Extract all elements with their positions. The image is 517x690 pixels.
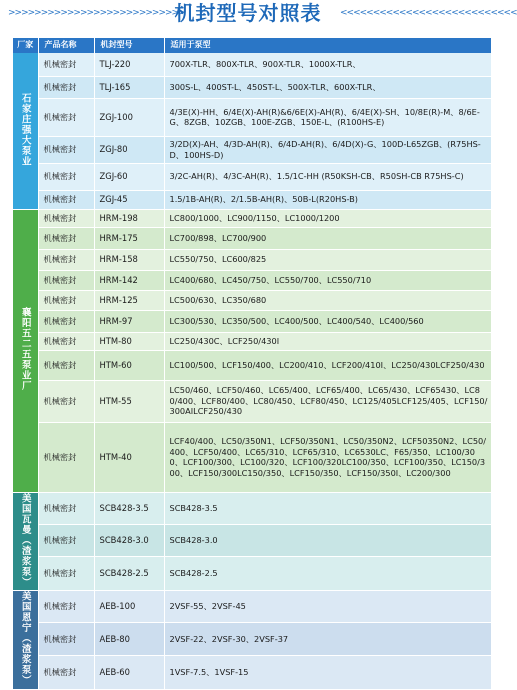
applicable-pump-cell: LC500/630、LC350/680 (164, 290, 491, 310)
applicable-pump-cell: SCB428-3.0 (164, 524, 491, 556)
table-row (13, 249, 491, 270)
product-name-cell: 机械密封 (38, 556, 94, 590)
seal-model-cell: AEB-100 (94, 591, 164, 623)
product-name-cell: 机械密封 (38, 591, 94, 623)
product-name-cell: 机械密封 (38, 290, 94, 310)
seal-model-cell: HRM-142 (94, 270, 164, 290)
seal-model-cell: HTM-55 (94, 380, 164, 422)
seal-model-cell: HTM-40 (94, 422, 164, 492)
header-seal-model: 机封型号 (94, 38, 164, 53)
product-name-cell: 机械密封 (38, 53, 94, 76)
product-name-cell: 机械密封 (38, 350, 94, 380)
seal-model-cell: ZGJ-45 (94, 190, 164, 209)
table-row (13, 492, 491, 524)
table-row (13, 380, 491, 422)
applicable-pump-cell: LC250/430C、LCF250/430I (164, 332, 491, 350)
seal-model-cell: SCB428-2.5 (94, 556, 164, 590)
table-row (13, 350, 491, 380)
table-row (13, 190, 491, 209)
seal-model-cell: TLJ-220 (94, 53, 164, 76)
product-name-cell: 机械密封 (38, 622, 94, 655)
maker-cell (13, 53, 38, 209)
product-name-cell: 机械密封 (38, 76, 94, 98)
header-product-name: 产品名称 (38, 38, 94, 53)
maker-label: 美国恩宁（渣浆泵） (19, 591, 31, 686)
seal-model-cell: HTM-80 (94, 332, 164, 350)
product-name-cell: 机械密封 (38, 227, 94, 249)
page-title: 机封型号对照表 (174, 1, 322, 25)
product-name-cell: 机械密封 (38, 249, 94, 270)
table-row (13, 227, 491, 249)
seal-model-cell: HTM-60 (94, 350, 164, 380)
product-name-cell: 机械密封 (38, 270, 94, 290)
applicable-pump-cell: LC550/750、LC600/825 (164, 249, 491, 270)
seal-model-cell: HRM-158 (94, 249, 164, 270)
seal-model-cell: HRM-175 (94, 227, 164, 249)
seal-model-cell: ZGJ-80 (94, 136, 164, 163)
seal-model-cell: TLJ-165 (94, 76, 164, 98)
table-row (13, 591, 491, 623)
applicable-pump-cell: 1VSF-7.5、1VSF-15 (164, 656, 491, 689)
title-bar (0, 0, 517, 34)
title-decoration-left: >>>>>>>>>>>>>>>>>>>>>>>>>>> (8, 8, 185, 18)
table-row (13, 556, 491, 590)
seal-model-cell: SCB428-3.5 (94, 492, 164, 524)
applicable-pump-cell: 2VSF-22、2VSF-30、2VSF-37 (164, 622, 491, 655)
table-row (13, 76, 491, 98)
applicable-pump-cell: 3/2C-AH(R)、4/3C-AH(R)、1.5/1C-HH (R50KSH-CB、R50SH-CB R75HS-C) (164, 163, 491, 190)
table-row (13, 332, 491, 350)
applicable-pump-cell: 1.5/1B-AH(R)、2/1.5B-AH(R)、50B-L(R20HS-B) (164, 190, 491, 209)
applicable-pump-cell: 700X-TLR、800X-TLR、900X-TLR、1000X-TLR、 (164, 53, 491, 76)
product-name-cell: 机械密封 (38, 492, 94, 524)
table-row (13, 270, 491, 290)
header-maker: 厂家 (13, 38, 38, 53)
table-row (13, 656, 491, 689)
table-row (13, 209, 491, 227)
table-header-row (13, 38, 491, 53)
applicable-pump-cell: LC50/460、LCF50/460、LC65/400、LCF65/400、LC65/430、LCF65430、LC80/400、LCF80/400、LC80/450、LCF80/450、LC125/405LCF125/405、LCF150/300AILCF250/430 (164, 380, 491, 422)
applicable-pump-cell: 300S-L、400ST-L、450ST-L、500X-TLR、600X-TLR、 (164, 76, 491, 98)
maker-cell (13, 492, 38, 591)
applicable-pump-cell: LCF40/400、LC50/350N1、LCF50/350N1、LC50/350N2、LCF50350N2、LC50/400、LCF50/400、LC65/310、LCF65/310、LC6530LC、F65/350、LC100/300、LCF100/300、LC100/320、LCF100/320LC100/350、LCF100/350、LC150/300、LCF150/300LC150/350、LCF150/350、LCF150/350I、LC200/300 (164, 422, 491, 492)
table-row (13, 136, 491, 163)
product-name-cell: 机械密封 (38, 380, 94, 422)
applicable-pump-cell: LC100/500、LCF150/400、LC200/410、LCF200/410I、LC250/430LCF250/430 (164, 350, 491, 380)
table-body (13, 53, 491, 689)
maker-label: 美国瓦曼（渣浆泵） (19, 492, 31, 587)
table-row (13, 310, 491, 332)
seal-model-table (13, 38, 492, 690)
product-name-cell: 机械密封 (38, 656, 94, 689)
product-name-cell: 机械密封 (38, 98, 94, 136)
product-name-cell: 机械密封 (38, 190, 94, 209)
maker-label: 襄阳五二五泵业厂 (19, 307, 31, 391)
applicable-pump-cell: SCB428-2.5 (164, 556, 491, 590)
applicable-pump-cell: LC300/530、LC350/500、LC400/500、LC400/540、LC400/560 (164, 310, 491, 332)
product-name-cell: 机械密封 (38, 332, 94, 350)
maker-label: 石家庄强大泵业 (19, 92, 31, 166)
seal-model-cell: HRM-125 (94, 290, 164, 310)
maker-cell (13, 591, 38, 690)
product-name-cell: 机械密封 (38, 524, 94, 556)
seal-model-cell: ZGJ-100 (94, 98, 164, 136)
header-applicable-pump: 适用于泵型 (164, 38, 491, 53)
product-name-cell: 机械密封 (38, 209, 94, 227)
applicable-pump-cell: SCB428-3.5 (164, 492, 491, 524)
seal-model-cell: HRM-198 (94, 209, 164, 227)
applicable-pump-cell: LC800/1000、LC900/1150、LC1000/1200 (164, 209, 491, 227)
seal-model-cell: SCB428-3.0 (94, 524, 164, 556)
product-name-cell: 机械密封 (38, 422, 94, 492)
applicable-pump-cell: 4/3E(X)-HH、6/4E(X)-AH(R)&6/6E(X)-AH(R)、6/4E(X)-SH、10/8E(R)-M、8/6E-G、8ZGB、10ZGB、100E-ZGB、150E-L、(R100HS-E) (164, 98, 491, 136)
product-name-cell: 机械密封 (38, 310, 94, 332)
applicable-pump-cell: LC400/680、LC450/750、LC550/700、LC550/710 (164, 270, 491, 290)
seal-model-cell: ZGJ-60 (94, 163, 164, 190)
table-row (13, 53, 491, 76)
seal-model-cell: AEB-80 (94, 622, 164, 655)
table-row (13, 524, 491, 556)
product-name-cell: 机械密封 (38, 136, 94, 163)
product-name-cell: 机械密封 (38, 163, 94, 190)
seal-model-cell: HRM-97 (94, 310, 164, 332)
maker-cell (13, 209, 38, 492)
table-row (13, 163, 491, 190)
table-row (13, 98, 491, 136)
applicable-pump-cell: LC700/898、LC700/900 (164, 227, 491, 249)
title-decoration-right: <<<<<<<<<<<<<<<<<<<<<<<<<<< (340, 8, 517, 18)
seal-model-cell: AEB-60 (94, 656, 164, 689)
applicable-pump-cell: 3/2D(X)-AH、4/3D-AH(R)、6/4D-AH(R)、6/4D(X)-G、100D-L65ZGB、(R75HS-D、100HS-D) (164, 136, 491, 163)
table-row (13, 622, 491, 655)
table-row (13, 290, 491, 310)
applicable-pump-cell: 2VSF-55、2VSF-45 (164, 591, 491, 623)
table-row (13, 422, 491, 492)
